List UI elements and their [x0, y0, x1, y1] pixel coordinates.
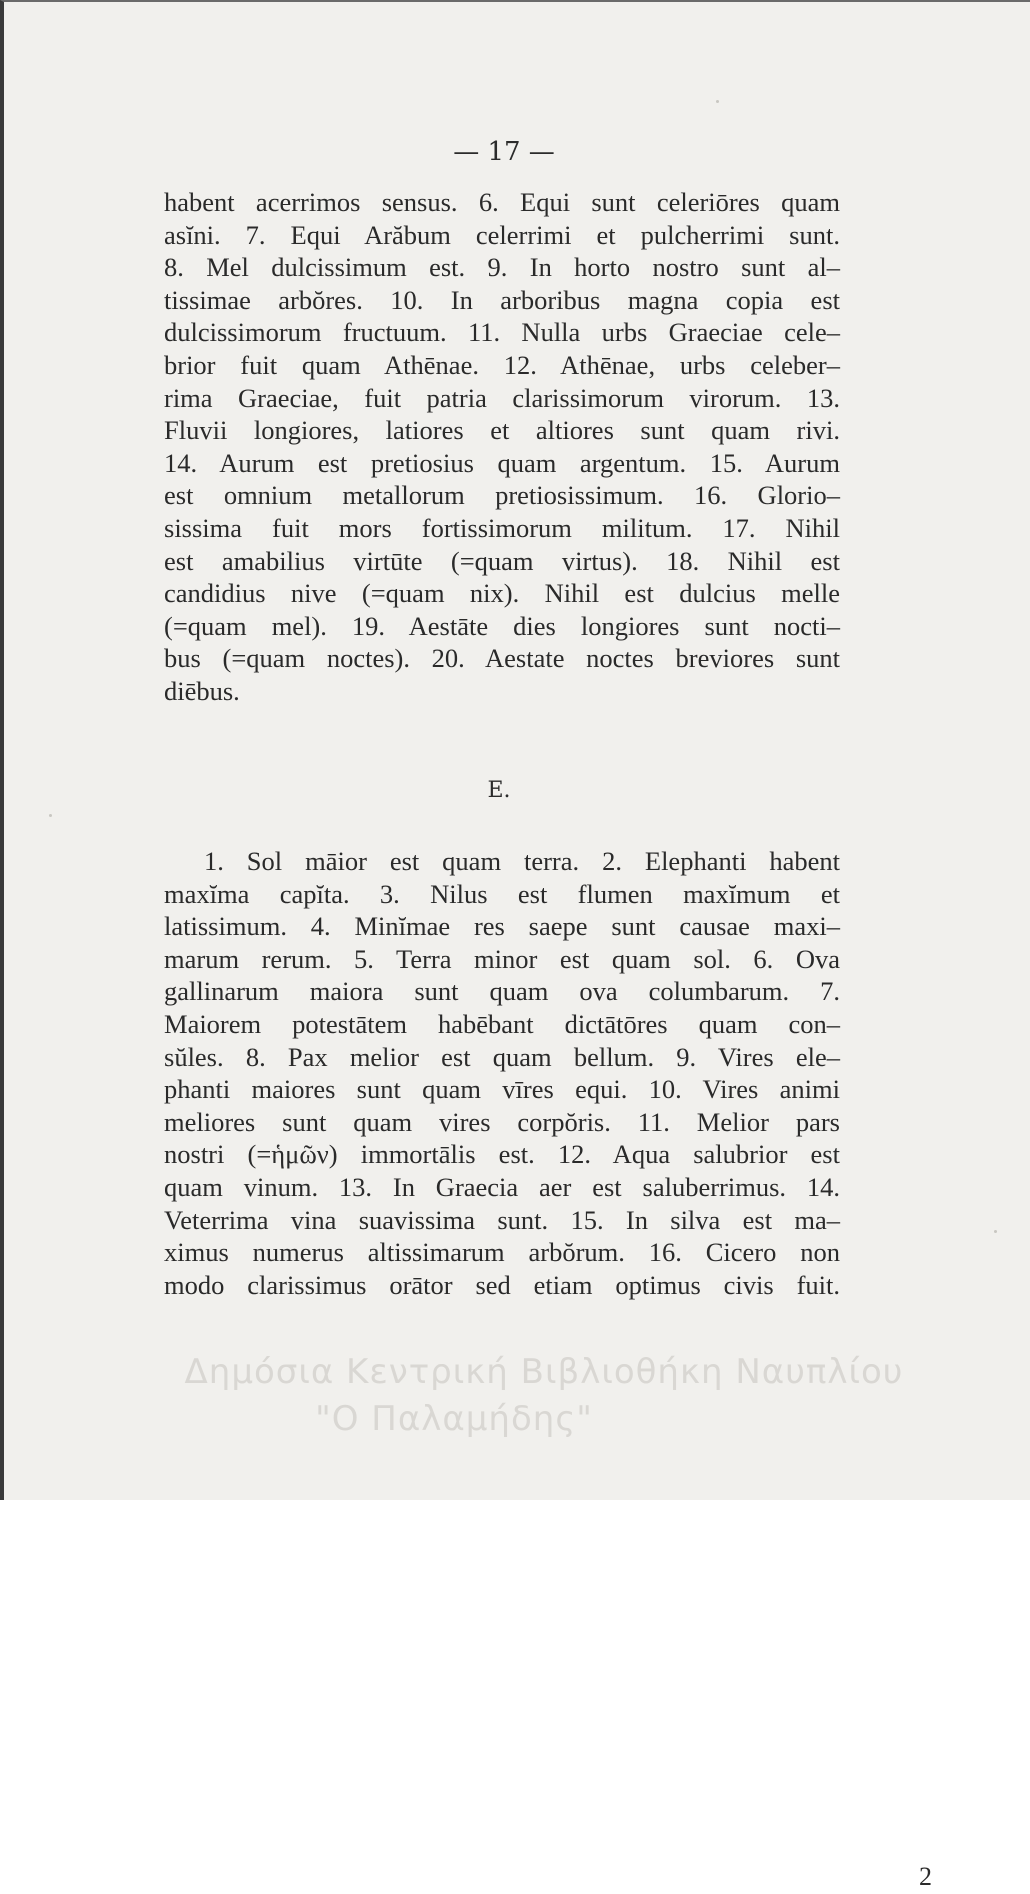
text-line: rima Graeciae, fuit patria clarissimorum virorum. 13. [164, 382, 840, 413]
text-line: ximus numerus altissimarum arbŏrum. 16. Cicero non [164, 1237, 840, 1268]
page-number: — 17 — [453, 137, 555, 167]
paragraph-1 [164, 186, 840, 708]
paper-speck [49, 814, 52, 817]
text-line: Veterrima vina suavissima sunt. 15. In silva est ma– [164, 1204, 840, 1235]
text-line: sissima fuit mors fortissimorum militum. 17. Nihil [164, 512, 840, 543]
text-line: marum rerum. 5. Terra minor est quam sol. 6. Ova [164, 943, 840, 974]
text-line: est omnium metallorum pretiosissimum. 16. Glorio– [164, 480, 840, 511]
text-line: nostri (=ἡμῶν) immortālis est. 12. Aqua salubrior est [164, 1139, 840, 1170]
section-heading: E. [487, 778, 511, 803]
text-line: diēbus. [164, 675, 240, 706]
text-line: Fluvii longiores, latiores et altiores sunt quam rivi. [164, 415, 840, 446]
library-watermark: Δημόσια Κεντρική Βιβλιοθήκη Ναυπλίου [184, 1352, 904, 1392]
paper-speck [994, 1230, 997, 1233]
library-watermark-subtitle: "Ο Παλαμήδης" [315, 1399, 593, 1439]
text-line: dulcissimorum fructuum. 11. Nulla urbs Graeciae cele– [164, 317, 840, 348]
text-line: est amabilius virtūte (=quam virtus). 18. Nihil est [164, 545, 840, 576]
text-line: Maiorem potestātem habēbant dictātōres quam con– [164, 1008, 840, 1039]
text-line: sŭles. 8. Pax melior est quam bellum. 9. Vires ele– [164, 1041, 840, 1072]
text-line: quam vinum. 13. In Graecia aer est saluberrimus. 14. [164, 1171, 840, 1202]
text-line: candidius nive (=quam nix). Nihil est dulcius melle [164, 578, 840, 609]
text-line: asĭni. 7. Equi Arăbum celerrimi et pulcherrimi sunt. [164, 219, 840, 250]
text-line: habent acerrimos sensus. 6. Equi sunt celeriōres quam [164, 187, 840, 217]
signature-mark: 2 [919, 1862, 932, 1891]
text-line: brior fuit quam Athēnae. 12. Athēnae, urbs celeber– [164, 349, 840, 380]
text-line: latissimum. 4. Minĭmae res saepe sunt causae maxi– [164, 911, 840, 942]
text-line: 14. Aurum est pretiosius quam argentum. 15. Aurum [164, 447, 840, 478]
text-line: gallinarum maiora sunt quam ova columbarum. 7. [164, 976, 840, 1007]
text-line: meliores sunt quam vires corpŏris. 11. Melior pars [164, 1106, 840, 1137]
text-line: modo clarissimus orātor sed etiam optimus civis fuit. [164, 1269, 840, 1300]
text-line: maxĭma capĭta. 3. Nilus est flumen maxĭmum et [164, 878, 840, 909]
text-line: (=quam mel). 19. Aestāte dies longiores sunt nocti– [164, 610, 840, 641]
paper-speck [716, 100, 719, 103]
text-line: 1. Sol māior est quam terra. 2. Elephanti habent [204, 846, 840, 876]
text-line: tissimae arbŏres. 10. In arboribus magna copia est [164, 284, 840, 315]
text-line: bus (=quam noctes). 20. Aestate noctes breviores sunt [164, 643, 840, 674]
text-line: phanti maiores sunt quam vīres equi. 10. Vires animi [164, 1074, 840, 1105]
text-line: 8. Mel dulcissimum est. 9. In horto nostro sunt al– [164, 252, 840, 283]
